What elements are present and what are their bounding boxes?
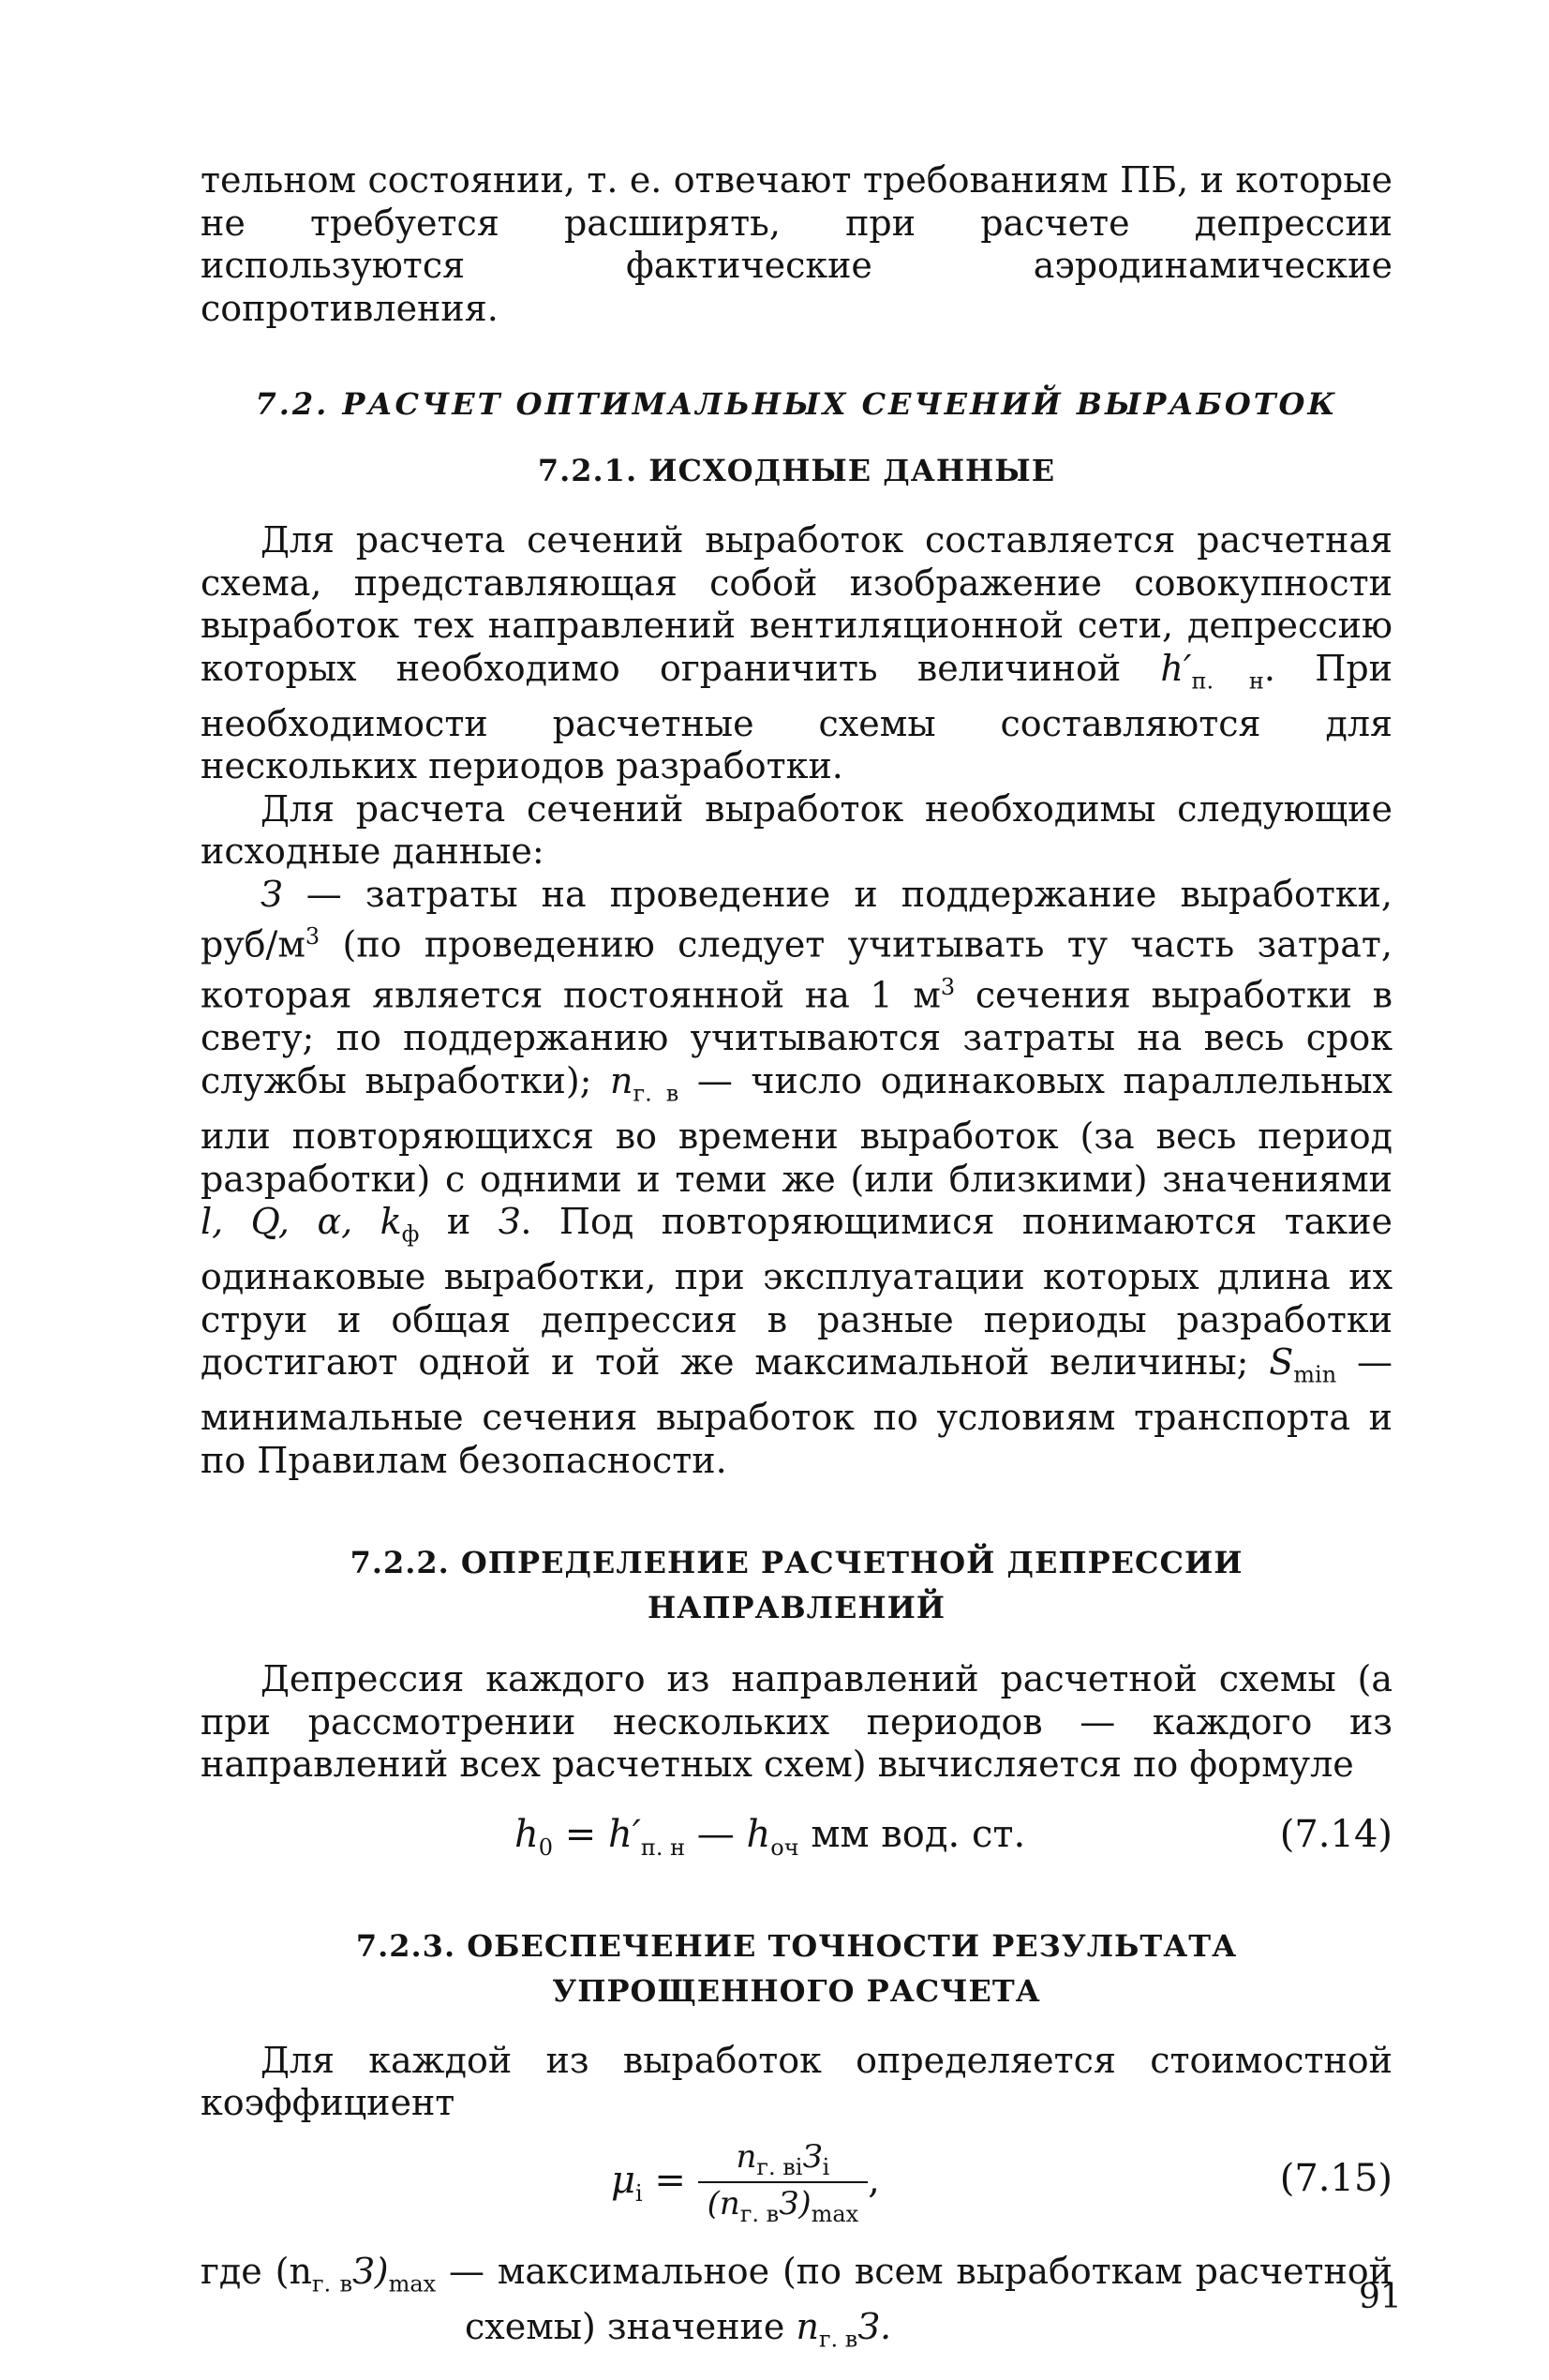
paragraph-coefficient: Для каждой из выработок определяется стоимостной коэффициент (201, 2039, 1393, 2124)
units: мм вод. ст. (798, 1812, 1026, 1856)
section-7-2-1-title: 7.2.1. ИСХОДНЫЕ ДАННЫЕ (537, 453, 1056, 488)
sub-i: i (635, 2179, 643, 2207)
var-z: З. (857, 2305, 892, 2347)
sub-min: min (1293, 1361, 1337, 1388)
sub-pn: п. н (640, 1834, 686, 1861)
text-run: . Под повторяющимися понимаются такие одинаковые выработки, при эксплуатации которых длина их струи и общая депрессия в разные периоды разработки достигают одной и той же максимальной величины; (201, 1201, 1393, 1384)
var-s: S (1269, 1341, 1294, 1384)
section-7-2-3-title (201, 1923, 1393, 2013)
var-z: З (498, 1201, 521, 1242)
title-line-1: 7.2.3. ОБЕСПЕЧЕНИЕ ТОЧНОСТИ РЕЗУЛЬТАТА (355, 1927, 1238, 1964)
var-h: h (746, 1812, 771, 1856)
sub-i: i (795, 2153, 803, 2180)
paragraph-scheme (201, 519, 1393, 788)
minus: — (685, 1812, 747, 1856)
var-h: h′ (1160, 647, 1192, 689)
var-z: З) (779, 2185, 812, 2223)
comma: , (868, 2158, 880, 2202)
var-n: n (736, 2137, 757, 2176)
sub-f: ф (401, 1220, 420, 1248)
text-run: сечения выработки в свету; по поддержанию учитываются затраты на весь срок службы выработки); (201, 974, 1393, 1101)
var-mu: μ (611, 2158, 635, 2202)
sub-max: max (388, 2270, 437, 2298)
sup-3: 3 (940, 974, 956, 1001)
text-run: . При необходимости расчетные схемы составляются для нескольких периодов разработки. (201, 647, 1393, 787)
title-line-2: УПРОЩЕННОГО РАСЧЕТА (552, 1972, 1041, 2009)
sub-gv: г. в (633, 1080, 679, 1107)
text-run: — максимальное (по всем выработкам расчетной схемы) значение (436, 2250, 1393, 2347)
equals: = (642, 2158, 698, 2202)
sub-gv: г. в (311, 2270, 353, 2298)
sub-gv: г. в (756, 2153, 796, 2180)
text-run: — минимальные сечения выработок по условиям транспорта и по Правилам безопасности. (201, 1341, 1393, 1481)
var-h: h (514, 1812, 539, 1856)
var-n: (n (707, 2185, 740, 2223)
formula-7-14 (201, 1813, 1393, 1869)
var-z: З (802, 2137, 823, 2176)
numerator (698, 2138, 869, 2184)
paragraph-input-data: Для расчета сечений выработок необходимы следующие исходные данные: (201, 787, 1393, 873)
page-number: 91 (1359, 2278, 1402, 2316)
sub-0: 0 (538, 1834, 554, 1861)
var-n: n (796, 2305, 819, 2347)
var-h: h′ (608, 1812, 641, 1856)
text-run: и (419, 1201, 499, 1242)
sub-pn: п. н (1191, 667, 1264, 695)
sub-och: оч (770, 1834, 799, 1861)
formula-7-15 (201, 2131, 1393, 2234)
sup-3: 3 (305, 923, 320, 951)
equals: = (553, 1812, 608, 1856)
section-7-2-2-title: 7.2.2. ОПРЕДЕЛЕНИЕ РАСЧЕТНОЙ ДЕПРЕССИИ НАПРАВЛЕНИЙ (350, 1545, 1244, 1626)
paragraph-where (201, 2251, 1393, 2361)
top-paragraph: тельном состоянии, т. е. отвечают требованиям ПБ, и которые не требуется расширять, при расчете депрессии используются фактические аэродинамические сопротивления. (201, 159, 1393, 329)
paragraph-definitions (201, 874, 1393, 1483)
var-z: З (261, 873, 283, 915)
page-content (201, 159, 1393, 2361)
section-7-2-title: 7.2. РАСЧЕТ ОПТИМАЛЬНЫХ СЕЧЕНИЙ ВЫРАБОТОК (255, 386, 1338, 422)
text-run: (по проведению следует учитывать ту часть затрат, которая является постоянной на 1 м (201, 923, 1393, 1016)
sub-max: max (811, 2201, 859, 2228)
text-run: Для расчета сечений выработок составляется расчетная схема, представляющая собой изображение совокупности выработок тех направлений вентиляционной сети, депрессию которых необходимо ограничить величиной (201, 519, 1393, 689)
fraction (698, 2138, 869, 2228)
paragraph-depression: Депрессия каждого из направлений расчетной схемы (а при рассмотрении нескольких периодов — каждого из направлений всех расчетных схем) вычисляется по формуле (201, 1658, 1393, 1786)
text-run: — число одинаковых параллельных или повторяющихся во времени выработок (за весь период разработки) с одними и теми же (или близкими) значениями (201, 1059, 1393, 1200)
vars-list: l, Q, α, k (201, 1201, 402, 1242)
text-run: где (n (201, 2250, 312, 2292)
sub-gv: г. в (739, 2201, 780, 2228)
sub-gv: г. в (818, 2326, 858, 2353)
var-z: З) (352, 2250, 389, 2292)
formula-body (514, 1813, 1025, 1861)
sub-i: i (822, 2153, 830, 2180)
denominator (698, 2183, 869, 2227)
equation-number: (7.15) (1279, 2156, 1393, 2200)
equation-number: (7.14) (1279, 1812, 1393, 1856)
var-n: n (610, 1059, 633, 1101)
formula-body (611, 2138, 880, 2228)
text-run: — затраты на проведение и поддержание выработки, руб/м (201, 873, 1393, 965)
